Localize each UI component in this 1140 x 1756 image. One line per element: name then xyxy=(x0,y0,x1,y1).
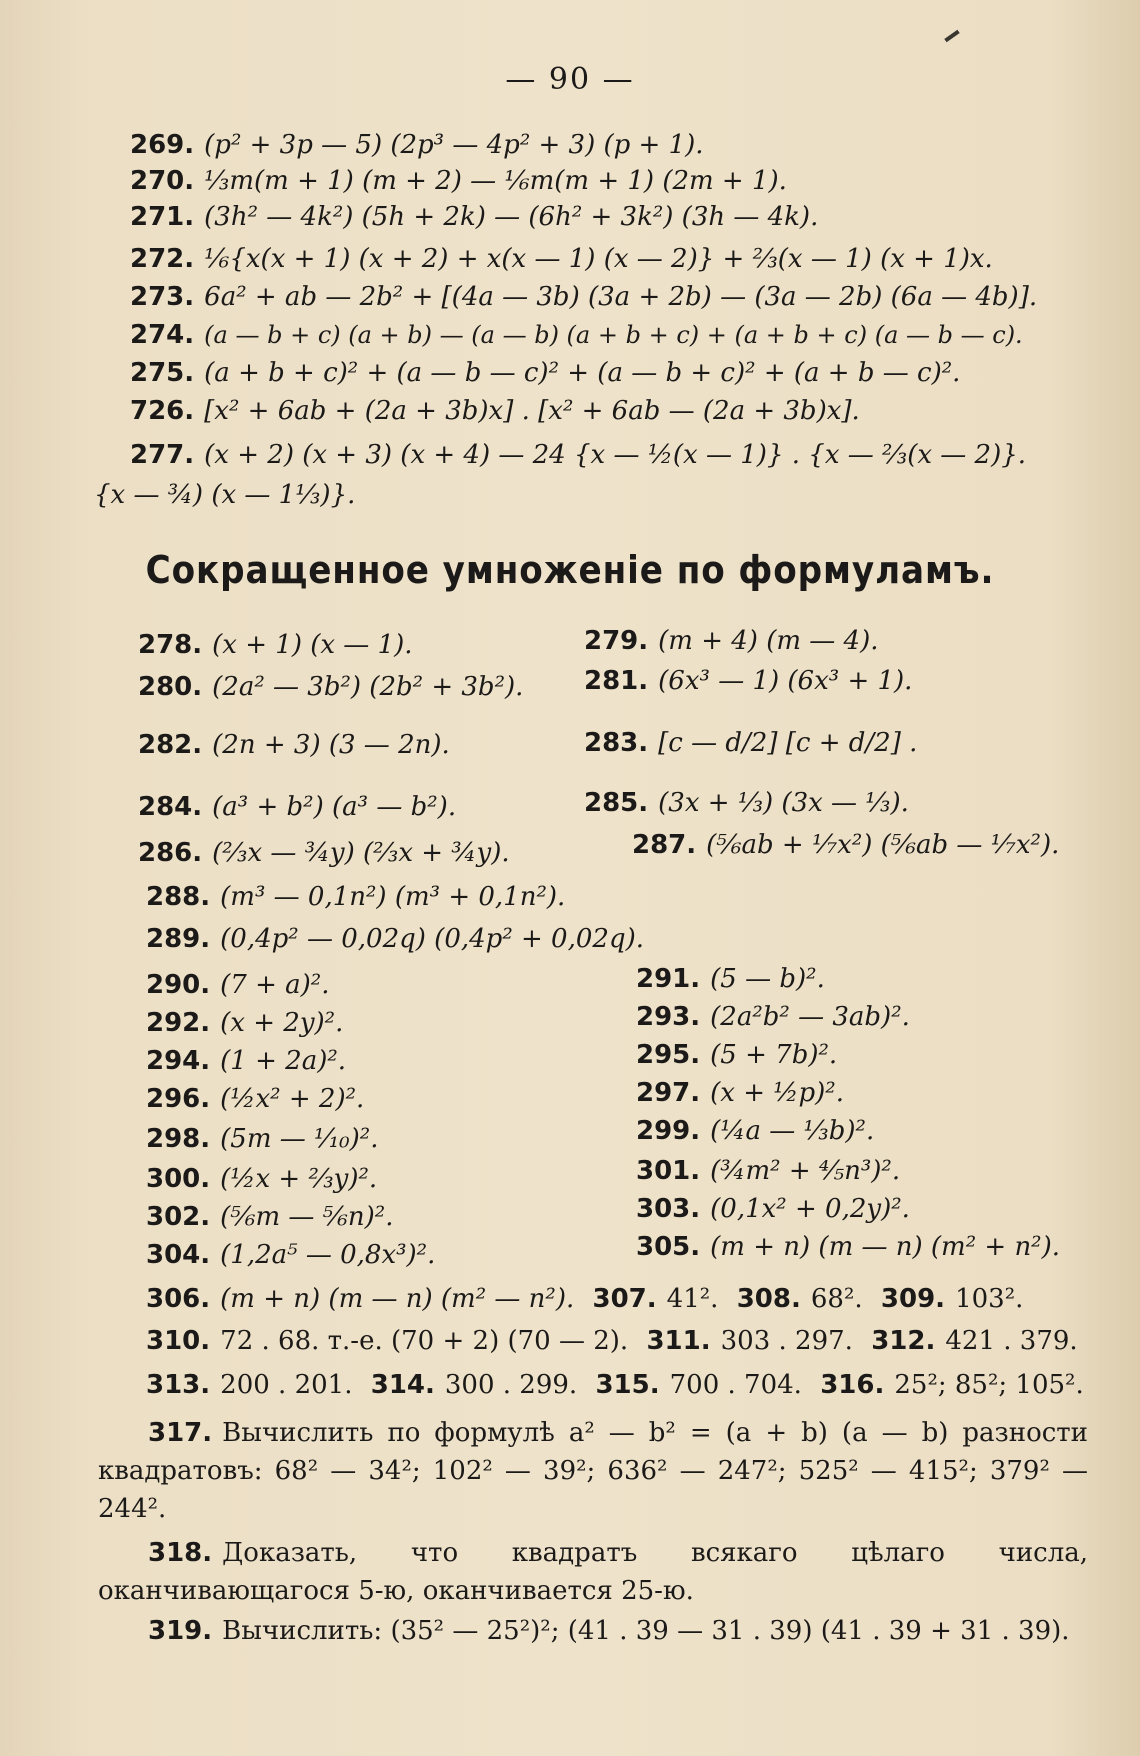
problem-expression: 68². xyxy=(810,1284,863,1314)
problem-expression: 103². xyxy=(955,1284,1024,1314)
problem-726 xyxy=(130,394,860,428)
problem-number: 318. xyxy=(148,1538,213,1568)
problem-number: 316. xyxy=(820,1370,885,1400)
problem-expression: 25²; 85²; 105². xyxy=(894,1370,1084,1400)
problem-expression: (3h² — 4k²) (5h + 2k) — (6h² + 3k²) (3h — 4k). xyxy=(204,202,819,232)
problem-expression: (⅔x — ¾y) (⅔x + ¾y). xyxy=(212,838,510,868)
problem-expression: (5 + 7b)². xyxy=(710,1040,838,1070)
problem-number: 726. xyxy=(130,396,195,426)
problem-304 xyxy=(146,1238,435,1272)
problem-expression: (2a²b² — 3ab)². xyxy=(710,1002,910,1032)
problem-expression: (½x + ⅔y)². xyxy=(220,1164,378,1194)
problem-number: 302. xyxy=(146,1202,211,1232)
problem-number: 288. xyxy=(146,882,211,912)
problem-expression: (½x² + 2)². xyxy=(220,1084,365,1114)
problem-number: 281. xyxy=(584,666,649,696)
problem-number: 319. xyxy=(148,1616,213,1646)
problem-number: 273. xyxy=(130,282,195,312)
problem-number: 284. xyxy=(138,792,203,822)
problem-number: 275. xyxy=(130,358,195,388)
problem-277 xyxy=(130,438,1026,472)
problem-number: 283. xyxy=(584,728,649,758)
problem-expression: 72 . 68. т.-е. (70 + 2) (70 — 2). xyxy=(220,1326,629,1356)
problem-expression: (¾m² + ⅘n³)². xyxy=(710,1156,901,1186)
problem-expression: (5 — b)². xyxy=(710,964,825,994)
problem-expression: (⅚ab + ⅐x²) (⅚ab — ⅐x²). xyxy=(706,830,1060,860)
problem-288 xyxy=(146,880,565,914)
problem-number: 297. xyxy=(636,1078,701,1108)
problem-expression: (x + 1) (x — 1). xyxy=(212,630,413,660)
problem-317 xyxy=(98,1414,1088,1528)
problem-expression: [x² + 6ab + (2a + 3b)x] . [x² + 6ab — (2a + 3b)x]. xyxy=(204,396,860,426)
problem-expression: 41². xyxy=(666,1284,719,1314)
problem-text: Вычислить: (35² — 25²)²; (41 . 39 — 31 . 39) (41 . 39 + 31 . 39). xyxy=(222,1616,1070,1646)
problem-expression: (a — b + c) (a + b) — (a — b) (a + b + c) + (a + b + c) (a — b — c). xyxy=(204,321,1023,349)
problem-number: 286. xyxy=(138,838,203,868)
problem-expression: 6a² + ab — 2b² + [(4a — 3b) (3a + 2b) — (3a — 2b) (6a — 4b)]. xyxy=(204,282,1038,312)
problem-319 xyxy=(98,1612,1088,1650)
problem-289 xyxy=(146,922,644,956)
problem-expression: (x + ½p)². xyxy=(710,1078,844,1108)
problem-expression: (0,4p² — 0,02q) (0,4p² + 0,02q). xyxy=(220,924,645,954)
problem-expression: (3x + ⅓) (3x — ⅓). xyxy=(658,788,909,818)
problem-number: 311. xyxy=(646,1326,711,1356)
ink-mark xyxy=(944,30,959,42)
problem-272 xyxy=(130,242,993,276)
problem-number: 308. xyxy=(736,1284,801,1314)
problem-number: 306. xyxy=(146,1284,211,1314)
problem-expression: (a³ + b²) (a³ — b²). xyxy=(212,792,457,822)
problem-296 xyxy=(146,1082,364,1116)
problem-expression: (p² + 3p — 5) (2p³ — 4p² + 3) (p + 1). xyxy=(204,130,704,160)
problem-300 xyxy=(146,1162,377,1196)
problem-292 xyxy=(146,1006,343,1040)
problem-expression: 200 . 201. xyxy=(220,1370,353,1400)
problem-expression: (5m — ⅒)². xyxy=(220,1124,379,1154)
problem-298 xyxy=(146,1122,378,1156)
problem-273 xyxy=(130,280,1037,314)
problem-305 xyxy=(636,1230,1060,1264)
problem-number: 271. xyxy=(130,202,195,232)
problem-number: 282. xyxy=(138,730,203,760)
problem-expression: (1 + 2a)². xyxy=(220,1046,347,1076)
problem-318 xyxy=(98,1534,1088,1610)
problem-286 xyxy=(138,836,510,870)
problem-275 xyxy=(130,356,960,390)
problem-number: 310. xyxy=(146,1326,211,1356)
problem-number: 313. xyxy=(146,1370,211,1400)
problem-280 xyxy=(138,670,523,704)
problem-285 xyxy=(584,786,909,820)
problem-number: 272. xyxy=(130,244,195,274)
problem-294 xyxy=(146,1044,346,1078)
problem-number: 277. xyxy=(130,440,195,470)
problem-287 xyxy=(632,828,1059,862)
problem-number: 309. xyxy=(880,1284,946,1314)
problem-expression: (1,2a⁵ — 0,8x³)². xyxy=(220,1240,436,1270)
problem-expression: (2n + 3) (3 — 2n). xyxy=(212,730,450,760)
problem-number: 312. xyxy=(871,1326,936,1356)
problem-283 xyxy=(584,726,917,760)
problem-274 xyxy=(130,318,1023,352)
problem-number: 314. xyxy=(370,1370,435,1400)
problem-number: 289. xyxy=(146,924,211,954)
section-heading: Сокращенное умноженіе по формуламъ. xyxy=(145,548,995,592)
problem-expression: (m³ — 0,1n²) (m³ + 0,1n²). xyxy=(220,882,566,912)
problem-number: 298. xyxy=(146,1124,211,1154)
problem-297 xyxy=(636,1076,844,1110)
problem-expression: (¼a — ⅓b)². xyxy=(710,1116,875,1146)
problem-number: 294. xyxy=(146,1046,211,1076)
problem-expression: (⅚m — ⅚n)². xyxy=(220,1202,394,1232)
problem-expression: 300 . 299. xyxy=(444,1370,578,1400)
problem-expression: (x + 2) (x + 3) (x + 4) — 24 {x — ½(x — 1)} . {x — ⅔(x — 2)}. xyxy=(204,440,1027,470)
problem-277-continued xyxy=(94,478,355,512)
problem-number: 307. xyxy=(592,1284,657,1314)
problem-number: 295. xyxy=(636,1040,701,1070)
problem-301 xyxy=(636,1154,900,1188)
problem-expression: 421 . 379. xyxy=(945,1326,1078,1356)
page-number: — 90 — xyxy=(505,62,635,97)
problem-number: 305. xyxy=(636,1232,701,1262)
problem-expression: (m + n) (m — n) (m² — n²). xyxy=(220,1284,575,1314)
problem-number: 293. xyxy=(636,1002,701,1032)
problem-expression: (a + b + c)² + (a — b — c)² + (a — b + c)² + (a + b — c)². xyxy=(204,358,961,388)
problem-expression: (0,1x² + 0,2y)². xyxy=(710,1194,910,1224)
problem-expression: (6x³ — 1) (6x³ + 1). xyxy=(658,666,913,696)
problem-text: Доказать, что квадратъ всякаго цѣлаго числа, оканчивающагося 5-ю, оканчивается 25-ю. xyxy=(98,1538,1088,1606)
problem-expression: {x — ¾) (x — 1⅓)}. xyxy=(94,480,356,510)
problem-270 xyxy=(130,164,787,198)
problem-number: 285. xyxy=(584,788,649,818)
problem-number: 296. xyxy=(146,1084,211,1114)
problem-number: 301. xyxy=(636,1156,701,1186)
problems-313-316 xyxy=(146,1368,1084,1402)
problem-281 xyxy=(584,664,912,698)
problem-282 xyxy=(138,728,450,762)
problem-number: 303. xyxy=(636,1194,701,1224)
problem-expression: ⅙{x(x + 1) (x + 2) + x(x — 1) (x — 2)} + ⅔(x — 1) (x + 1)x. xyxy=(204,244,993,274)
problem-303 xyxy=(636,1192,910,1226)
problem-expression: (x + 2y)². xyxy=(220,1008,344,1038)
problem-number: 274. xyxy=(130,320,195,350)
problem-number: 292. xyxy=(146,1008,211,1038)
problem-number: 280. xyxy=(138,672,203,702)
problem-number: 279. xyxy=(584,626,649,656)
problem-expression: (7 + a)². xyxy=(220,970,330,1000)
problem-number: 317. xyxy=(148,1418,213,1448)
problem-expression: 303 . 297. xyxy=(720,1326,853,1356)
problem-expression: (m + n) (m — n) (m² + n²). xyxy=(710,1232,1061,1262)
problem-expression: 700 . 704. xyxy=(669,1370,802,1400)
problem-number: 270. xyxy=(130,166,195,196)
problem-293 xyxy=(636,1000,910,1034)
problem-expression: (m + 4) (m — 4). xyxy=(658,626,879,656)
problem-271 xyxy=(130,200,818,234)
problem-290 xyxy=(146,968,330,1002)
problems-310-312 xyxy=(146,1324,1078,1358)
problem-expression: [c — d/2] [c + d/2] . xyxy=(658,728,918,758)
problem-278 xyxy=(138,628,413,662)
problem-number: 315. xyxy=(595,1370,660,1400)
problem-279 xyxy=(584,624,879,658)
problem-299 xyxy=(636,1114,874,1148)
problem-295 xyxy=(636,1038,837,1072)
problem-expression: (2a² — 3b²) (2b² + 3b²). xyxy=(212,672,524,702)
problem-text: Вычислить по формулѣ a² — b² = (a + b) (a — b) разности квадратовъ: 68² — 34²; 102² — 39²; 636² — 247²; 525² — 415²; 379² — 244². xyxy=(98,1418,1088,1524)
problem-number: 290. xyxy=(146,970,211,1000)
problems-306-309 xyxy=(146,1282,1023,1316)
problem-number: 299. xyxy=(636,1116,701,1146)
problem-number: 278. xyxy=(138,630,203,660)
problem-302 xyxy=(146,1200,393,1234)
problem-number: 300. xyxy=(146,1164,211,1194)
problem-number: 304. xyxy=(146,1240,211,1270)
problem-269 xyxy=(130,128,704,162)
problem-284 xyxy=(138,790,456,824)
problem-expression: ⅓m(m + 1) (m + 2) — ⅙m(m + 1) (2m + 1). xyxy=(204,166,787,196)
problem-291 xyxy=(636,962,825,996)
problem-number: 269. xyxy=(130,130,195,160)
problem-number: 287. xyxy=(632,830,697,860)
problem-number: 291. xyxy=(636,964,701,994)
